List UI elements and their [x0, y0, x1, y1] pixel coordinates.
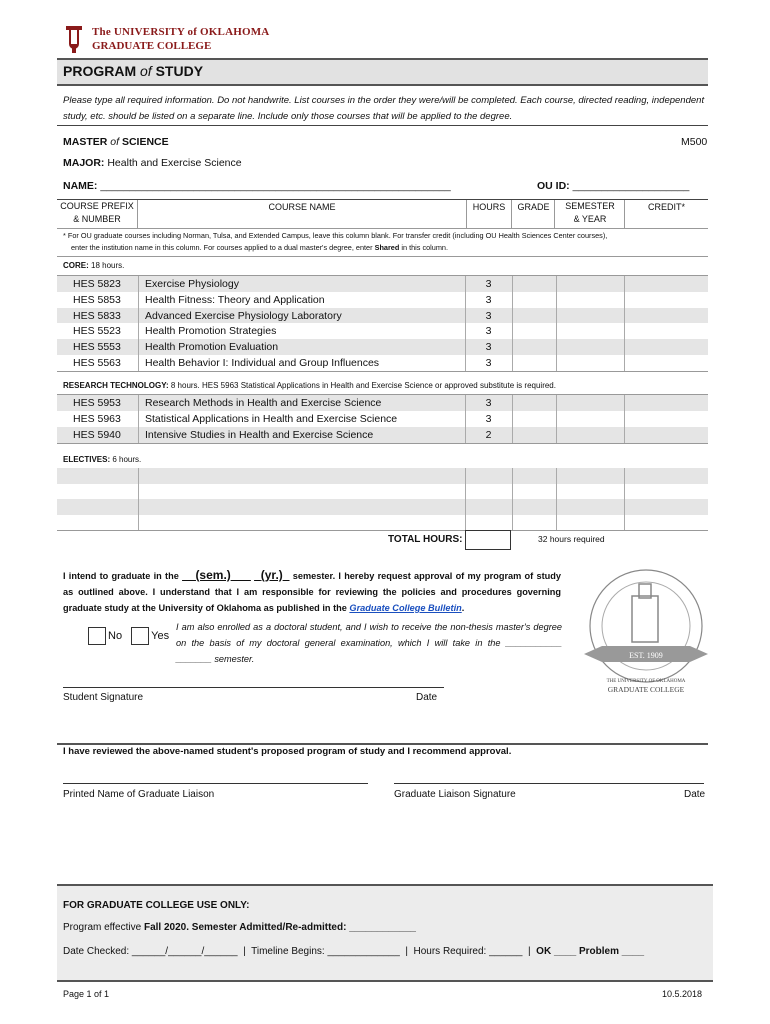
course-number: HES 5823 — [73, 278, 121, 290]
course-number: HES 5963 — [73, 413, 121, 425]
student-signature-line[interactable] — [63, 687, 444, 688]
course-row — [57, 427, 708, 443]
page-number: Page 1 of 1 — [63, 989, 110, 999]
graduate-college-seal — [580, 566, 712, 700]
course-row — [57, 276, 708, 292]
course-hours: 3 — [485, 341, 492, 354]
col-credit: CREDIT* — [647, 202, 685, 212]
course-hours: 3 — [485, 357, 492, 369]
hours-required: 32 hours required — [538, 534, 605, 544]
student-date-label: Date — [416, 692, 438, 703]
column-headers — [57, 200, 708, 228]
degree-code: M500 — [681, 136, 708, 148]
course-row — [57, 323, 708, 339]
liaison-printed-label: Printed Name of Graduate Liaison — [63, 789, 215, 800]
yes-checkbox[interactable] — [131, 627, 149, 645]
program-effective: Program effective Fall 2020. Semester Admitted/Re-admitted: ____________ — [63, 922, 416, 933]
course-name: Health Fitness: Theory and Application — [145, 293, 325, 306]
col-semester: SEMESTER & YEAR — [556, 200, 625, 228]
course-row — [57, 339, 708, 355]
course-hours: 3 — [485, 397, 492, 409]
page-title: PROGRAM of STUDY — [63, 63, 204, 79]
course-number: HES 5523 — [73, 325, 121, 338]
doctoral-statement: I am also enrolled as a doctoral student, and I wish to receive the non-thesis master's degree on the basis of my doctoral general examination, which I will take in the ___________ _______ semester. — [176, 622, 562, 664]
degree-title: MASTER of SCIENCE — [63, 136, 169, 148]
course-name: Advanced Exercise Physiology Laboratory — [145, 309, 342, 322]
course-row — [57, 292, 708, 308]
course-name: Intensive Studies in Health and Exercise Science — [145, 429, 374, 441]
major-line: MAJOR: Health and Exercise Science — [63, 157, 242, 169]
col-hours: HOURS — [466, 200, 512, 228]
footnote: * For OU graduate courses including Norman, Tulsa, and Extended Campus, leave this column blank. For transfer credit (including OU Health Sciences Center courses), enter the institution name in this column. For courses applied to a dual master's degree, enter Shared in this column. — [63, 231, 608, 252]
course-number: HES 5553 — [73, 341, 121, 354]
college-name: GRADUATE COLLEGE — [92, 40, 212, 52]
course-row — [57, 355, 708, 371]
course-row — [57, 484, 708, 500]
ou-id-line[interactable]: OU ID: ____________________ — [537, 180, 690, 192]
course-name: Statistical Applications in Health and Exercise Science — [145, 413, 398, 425]
course-name: Health Promotion Evaluation — [145, 341, 279, 354]
course-row — [57, 468, 708, 484]
total-hours-label: TOTAL HOURS: — [388, 534, 463, 545]
course-name: Health Behavior I: Individual and Group Influences — [145, 357, 380, 369]
course-name: Exercise Physiology — [145, 278, 239, 290]
doctoral-options: No Yes — [88, 627, 169, 645]
course-hours: 3 — [485, 325, 492, 338]
col-prefix: COURSE PREFIX & NUMBER — [57, 200, 138, 228]
seal-est: EST. 1909 — [629, 651, 663, 660]
course-number: HES 5563 — [73, 357, 121, 369]
research-heading: RESEARCH TECHNOLOGY: 8 hours. HES 5963 Statistical Applications in Health and Exercise Science or approved substitute is required. — [63, 381, 556, 390]
liaison-signature-label: Graduate Liaison Signature — [394, 789, 516, 800]
page-title-bar — [57, 58, 708, 86]
course-number: HES 5833 — [73, 309, 121, 322]
total-hours-box[interactable] — [465, 530, 511, 550]
liaison-name-line[interactable] — [63, 783, 368, 784]
footer-date: 10.5.2018 — [662, 989, 703, 999]
review-statement: I have reviewed the above-named student's proposed program of study and I recommend approval. — [63, 746, 512, 757]
col-grade: GRADE — [513, 200, 555, 228]
seal-line1: THE UNIVERSITY OF OKLAHOMA — [606, 679, 686, 684]
no-checkbox[interactable] — [88, 627, 106, 645]
course-hours: 3 — [485, 278, 492, 290]
office-use-box — [57, 884, 713, 982]
course-hours: 2 — [485, 429, 492, 441]
core-heading: CORE: 18 hours. — [63, 261, 125, 270]
course-hours: 3 — [485, 293, 492, 306]
course-number: HES 5853 — [73, 293, 121, 306]
office-checks: Date Checked: ______/______/______ | Timeline Begins: _____________ | Hours Required: ______ | OK ____ Problem ____ — [63, 946, 645, 957]
instructions: Please type all required information. Do not handwrite. List courses in the order they were/will be completed. Each course, directed reading, independent study, etc. should be listed on a separate line. Include only those courses that will be applied to the degree. — [63, 95, 705, 122]
course-row — [57, 395, 708, 411]
graduate-college-bulletin-link[interactable]: Graduate College Bulletin — [349, 603, 462, 613]
liaison-signature-line[interactable] — [394, 783, 704, 784]
course-number: HES 5940 — [73, 429, 121, 441]
course-name: Research Methods in Health and Exercise Science — [145, 397, 382, 409]
university-name: The UNIVERSITY of OKLAHOMA — [92, 26, 270, 38]
col-course-name: COURSE NAME — [268, 202, 336, 212]
seal-line2: GRADUATE COLLEGE — [607, 685, 685, 694]
course-row — [57, 499, 708, 515]
student-signature-label: Student Signature — [63, 692, 144, 703]
liaison-date-label: Date — [684, 789, 706, 800]
course-row — [57, 515, 708, 531]
name-line[interactable]: NAME: ____________________________________________________________ — [63, 180, 451, 192]
ou-logo-icon — [62, 24, 86, 54]
divider — [57, 125, 708, 126]
course-row — [57, 308, 708, 324]
office-title: FOR GRADUATE COLLEGE USE ONLY: — [63, 900, 250, 911]
course-row — [57, 411, 708, 427]
course-hours: 3 — [485, 309, 492, 322]
intent-statement: I intend to graduate in the __(sem.)___ _(yr.)_ semester. I hereby request approval of my program of study as outlined above. I understand that I am responsible for reviewing the policies and procedures governing graduate study at the University of Oklahoma as published in the Graduate College Bulletin. — [63, 568, 561, 613]
course-number: HES 5953 — [73, 397, 121, 409]
course-name: Health Promotion Strategies — [145, 325, 277, 338]
electives-heading: ELECTIVES: 6 hours. — [63, 455, 142, 464]
course-hours: 3 — [485, 413, 492, 425]
